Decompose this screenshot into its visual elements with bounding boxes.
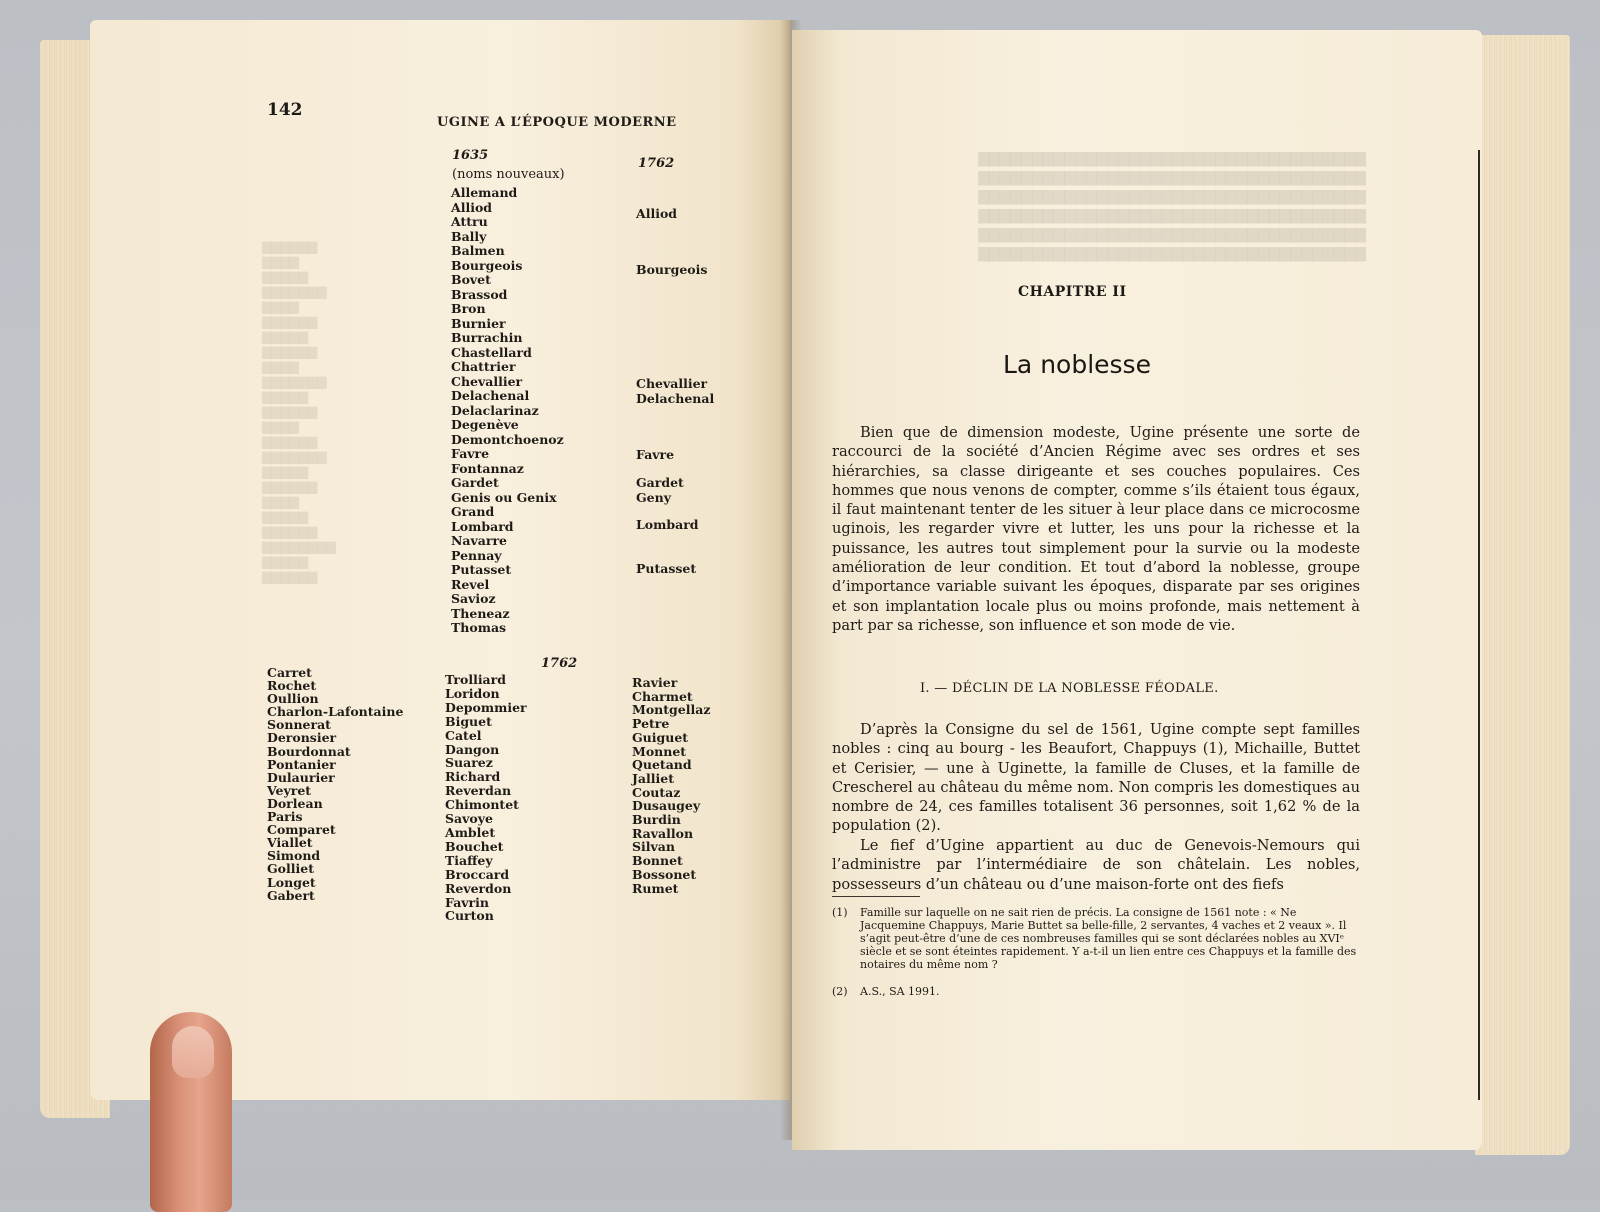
name-entry: Richard <box>445 769 501 785</box>
name-entry: Allemand <box>451 185 518 200</box>
fingernail <box>172 1026 214 1078</box>
name-entry: Deronsier <box>267 730 337 746</box>
name-entry: Montgellaz <box>632 702 711 718</box>
name-entry: Rumet <box>632 880 679 896</box>
name-entry: Attru <box>451 214 488 229</box>
paragraph-fief: Le fief d’Ugine appartient au duc de Genevois-Nemours qui l’administre par l’intermédiaire de son châtelain. Les nobles, possesseurs d’un château ou d’une maison-forte ont des fiefs <box>832 837 1360 893</box>
name-entry: Alliod <box>451 199 493 215</box>
name-entry: Bossonet <box>632 866 697 882</box>
name-entry: Chimontet <box>445 797 519 813</box>
name-entry: Ravallon <box>632 825 694 841</box>
name-entry: Charlon-Lafontaine <box>267 704 404 720</box>
name-entry: Delaclarinaz <box>451 402 539 418</box>
name-entry: Veyret <box>267 782 312 798</box>
name-entry: Geny <box>636 489 671 505</box>
name-entry: Oullion <box>267 691 319 707</box>
name-entry: Favre <box>636 447 675 462</box>
name-entry: Sonnerat <box>267 717 331 733</box>
names-1762-group <box>636 263 707 278</box>
name-entry: Bovet <box>451 272 491 287</box>
name-entry: Revel <box>451 576 490 592</box>
left-page <box>90 20 790 1100</box>
name-entry: Biguet <box>445 713 492 729</box>
name-entry: Loridon <box>445 685 500 701</box>
paragraph-intro: Bien que de dimension modeste, Ugine présente une sorte de raccourci de la société d’Ancien Régime avec ses ordres et ses hiérarchies, sa classe dirigeante et ses couches populaires. Ces hommes que nous venons de compter, comme s’ils étaient tous égaux, il faut maintenant tenter de les situer à leur place dans ce microcosme uginois, les regarder vivre et lutter, les uns pour la richesse et la puissance, les autres tout simplement pour la survie ou la modeste amélioration de leur condition. Et tout d’abord la noblesse, groupe d’importance variable suivant les époques, disparate par ses origines et son implantation locale plus ou moins profonde, mais nettement à part par sa richesse, son influence et son mode de vie. <box>832 424 1360 634</box>
name-entry: Chevallier <box>636 376 708 391</box>
name-entry: Delachenal <box>451 388 530 403</box>
name-entry: Petre <box>632 716 670 732</box>
name-entry: Favre <box>451 446 490 461</box>
name-entry: Balmen <box>451 243 505 258</box>
name-entry: Chastellard <box>451 344 532 360</box>
name-entry: Lombard <box>451 518 514 534</box>
name-entry: Brassod <box>451 286 508 302</box>
names-bottom-right-list <box>632 676 710 895</box>
name-entry: Bonnet <box>632 853 683 869</box>
name-entry: Bourdonnat <box>267 743 351 759</box>
names-1762-group <box>636 518 699 533</box>
name-entry: Degenève <box>451 417 519 432</box>
name-entry: Savoye <box>445 811 493 827</box>
name-entry: Ravier <box>632 675 678 690</box>
name-entry: Dangon <box>445 741 500 757</box>
name-entry: Bron <box>451 301 486 316</box>
name-entry: Coutaz <box>632 784 681 800</box>
name-entry: Alliod <box>636 206 678 221</box>
names-1762-group <box>636 377 714 406</box>
name-entry: Burdin <box>632 812 681 828</box>
paragraph-consigne: D’après la Consigne du sel de 1561, Ugine compte sept familles nobles : cinq au bourg - les Beaufort, Chappuys (1), Michaille, Buttet et Cerisier, — une à Uginette, la famille de Cluses, et la famille de Crescherel au château du même nom. Non compris les domestiques au nombre de 24, ces familles totalisent 36 personnes, soit 1,62 % de la population (2). <box>832 721 1360 835</box>
name-entry: Grand <box>451 504 495 519</box>
name-entry: Guiguet <box>632 729 689 745</box>
name-entry: Curton <box>445 908 494 924</box>
name-entry: Putasset <box>451 562 512 577</box>
name-entry: Theneaz <box>451 605 510 621</box>
name-entry: Burrachin <box>451 330 523 345</box>
names-bottom-middle-list <box>445 673 527 923</box>
chapter-title: La noblesse <box>1003 350 1151 379</box>
names-1762-group <box>636 476 684 505</box>
name-entry: Paris <box>267 809 303 825</box>
year-1635-heading: 1635 <box>452 148 489 163</box>
name-entry: Monnet <box>632 743 687 759</box>
name-entry: Bourgeois <box>636 262 708 277</box>
name-entry: Comparet <box>267 822 336 838</box>
names-bottom-left-list <box>267 666 403 902</box>
name-entry: Trolliard <box>445 672 506 687</box>
name-entry: Catel <box>445 727 482 743</box>
section-heading: I. — DÉCLIN DE LA NOBLESSE FÉODALE. <box>920 681 1219 696</box>
name-entry: Favrin <box>445 894 489 910</box>
name-entry: Broccard <box>445 866 510 882</box>
name-entry: Thomas <box>451 620 507 635</box>
name-entry: Bourgeois <box>451 257 523 273</box>
year-1762-heading-bottom: 1762 <box>541 656 578 671</box>
name-entry: Quetand <box>632 757 692 773</box>
name-entry: Bally <box>451 228 487 244</box>
name-entry: Golliet <box>267 861 314 877</box>
names-1762-group <box>636 448 674 463</box>
new-names-note: (noms nouveaux) <box>452 167 565 182</box>
name-entry: Genis ou Genix <box>451 489 557 505</box>
name-entry: Dusaugey <box>632 798 701 814</box>
name-entry: Lombard <box>636 517 699 532</box>
footnote-1-text: Famille sur laquelle on ne sait rien de précis. La consigne de 1561 note : « Ne Jacquemine Chappuys, Marie Buttet sa belle-fille, 2 servantes, 4 vaches et 2 veaux ». Il s’agit peut-être d’une de ces nombreuses familles qui se sont déclarées nobles au XVIᵉ siècle et se sont éteintes rapidement. Y a-t-il un lien entre ces Chappuys et la famille des notaires du même nom ? <box>860 906 1357 971</box>
name-entry: Reverdon <box>445 880 512 896</box>
name-entry: Fontannaz <box>451 460 524 476</box>
name-entry: Putasset <box>636 561 697 576</box>
name-entry: Savioz <box>451 591 496 606</box>
name-entry: Charmet <box>632 688 693 704</box>
name-entry: Navarre <box>451 533 508 548</box>
page-number: 142 <box>267 100 303 120</box>
name-entry: Demontchoenoz <box>451 431 564 447</box>
name-entry: Reverdan <box>445 783 512 799</box>
name-entry: Rochet <box>267 678 317 694</box>
name-entry: Pontanier <box>267 756 336 772</box>
footnote-1-number: (1) <box>832 906 848 919</box>
name-entry: Pennay <box>451 547 502 563</box>
name-entry: Delachenal <box>636 390 715 406</box>
name-entry: Dulaurier <box>267 769 335 785</box>
name-entry: Jalliet <box>632 770 674 786</box>
running-head: UGINE A L’ÉPOQUE MODERNE <box>437 115 677 130</box>
name-entry: Silvan <box>632 839 675 855</box>
page-edge-line <box>1478 150 1480 1100</box>
name-entry: Viallet <box>267 835 313 851</box>
names-1635-list <box>451 186 564 636</box>
name-entry: Depommier <box>445 699 527 715</box>
year-1762-heading: 1762 <box>638 156 675 171</box>
names-1762-group <box>636 207 677 222</box>
name-entry: Bouchet <box>445 838 504 854</box>
footnote-2-text: A.S., SA 1991. <box>860 985 940 998</box>
chapter-label: CHAPITRE II <box>1018 284 1127 300</box>
footnote-rule <box>832 896 920 897</box>
name-entry: Chattrier <box>451 359 516 374</box>
name-entry: Suarez <box>445 755 493 771</box>
name-entry: Amblet <box>445 824 496 840</box>
name-entry: Simond <box>267 848 321 864</box>
name-entry: Gardet <box>451 475 499 490</box>
name-entry: Chevallier <box>451 373 523 389</box>
name-entry: Dorlean <box>267 795 323 811</box>
name-entry: Burnier <box>451 315 506 331</box>
name-entry: Longet <box>267 874 316 890</box>
footnote-2-number: (2) <box>832 985 848 998</box>
names-1762-group <box>636 562 696 577</box>
name-entry: Gabert <box>267 887 315 903</box>
name-entry: Carret <box>267 665 312 680</box>
name-entry: Gardet <box>636 475 684 490</box>
name-entry: Tiaffey <box>445 852 493 868</box>
page-stack-right <box>1475 35 1570 1155</box>
